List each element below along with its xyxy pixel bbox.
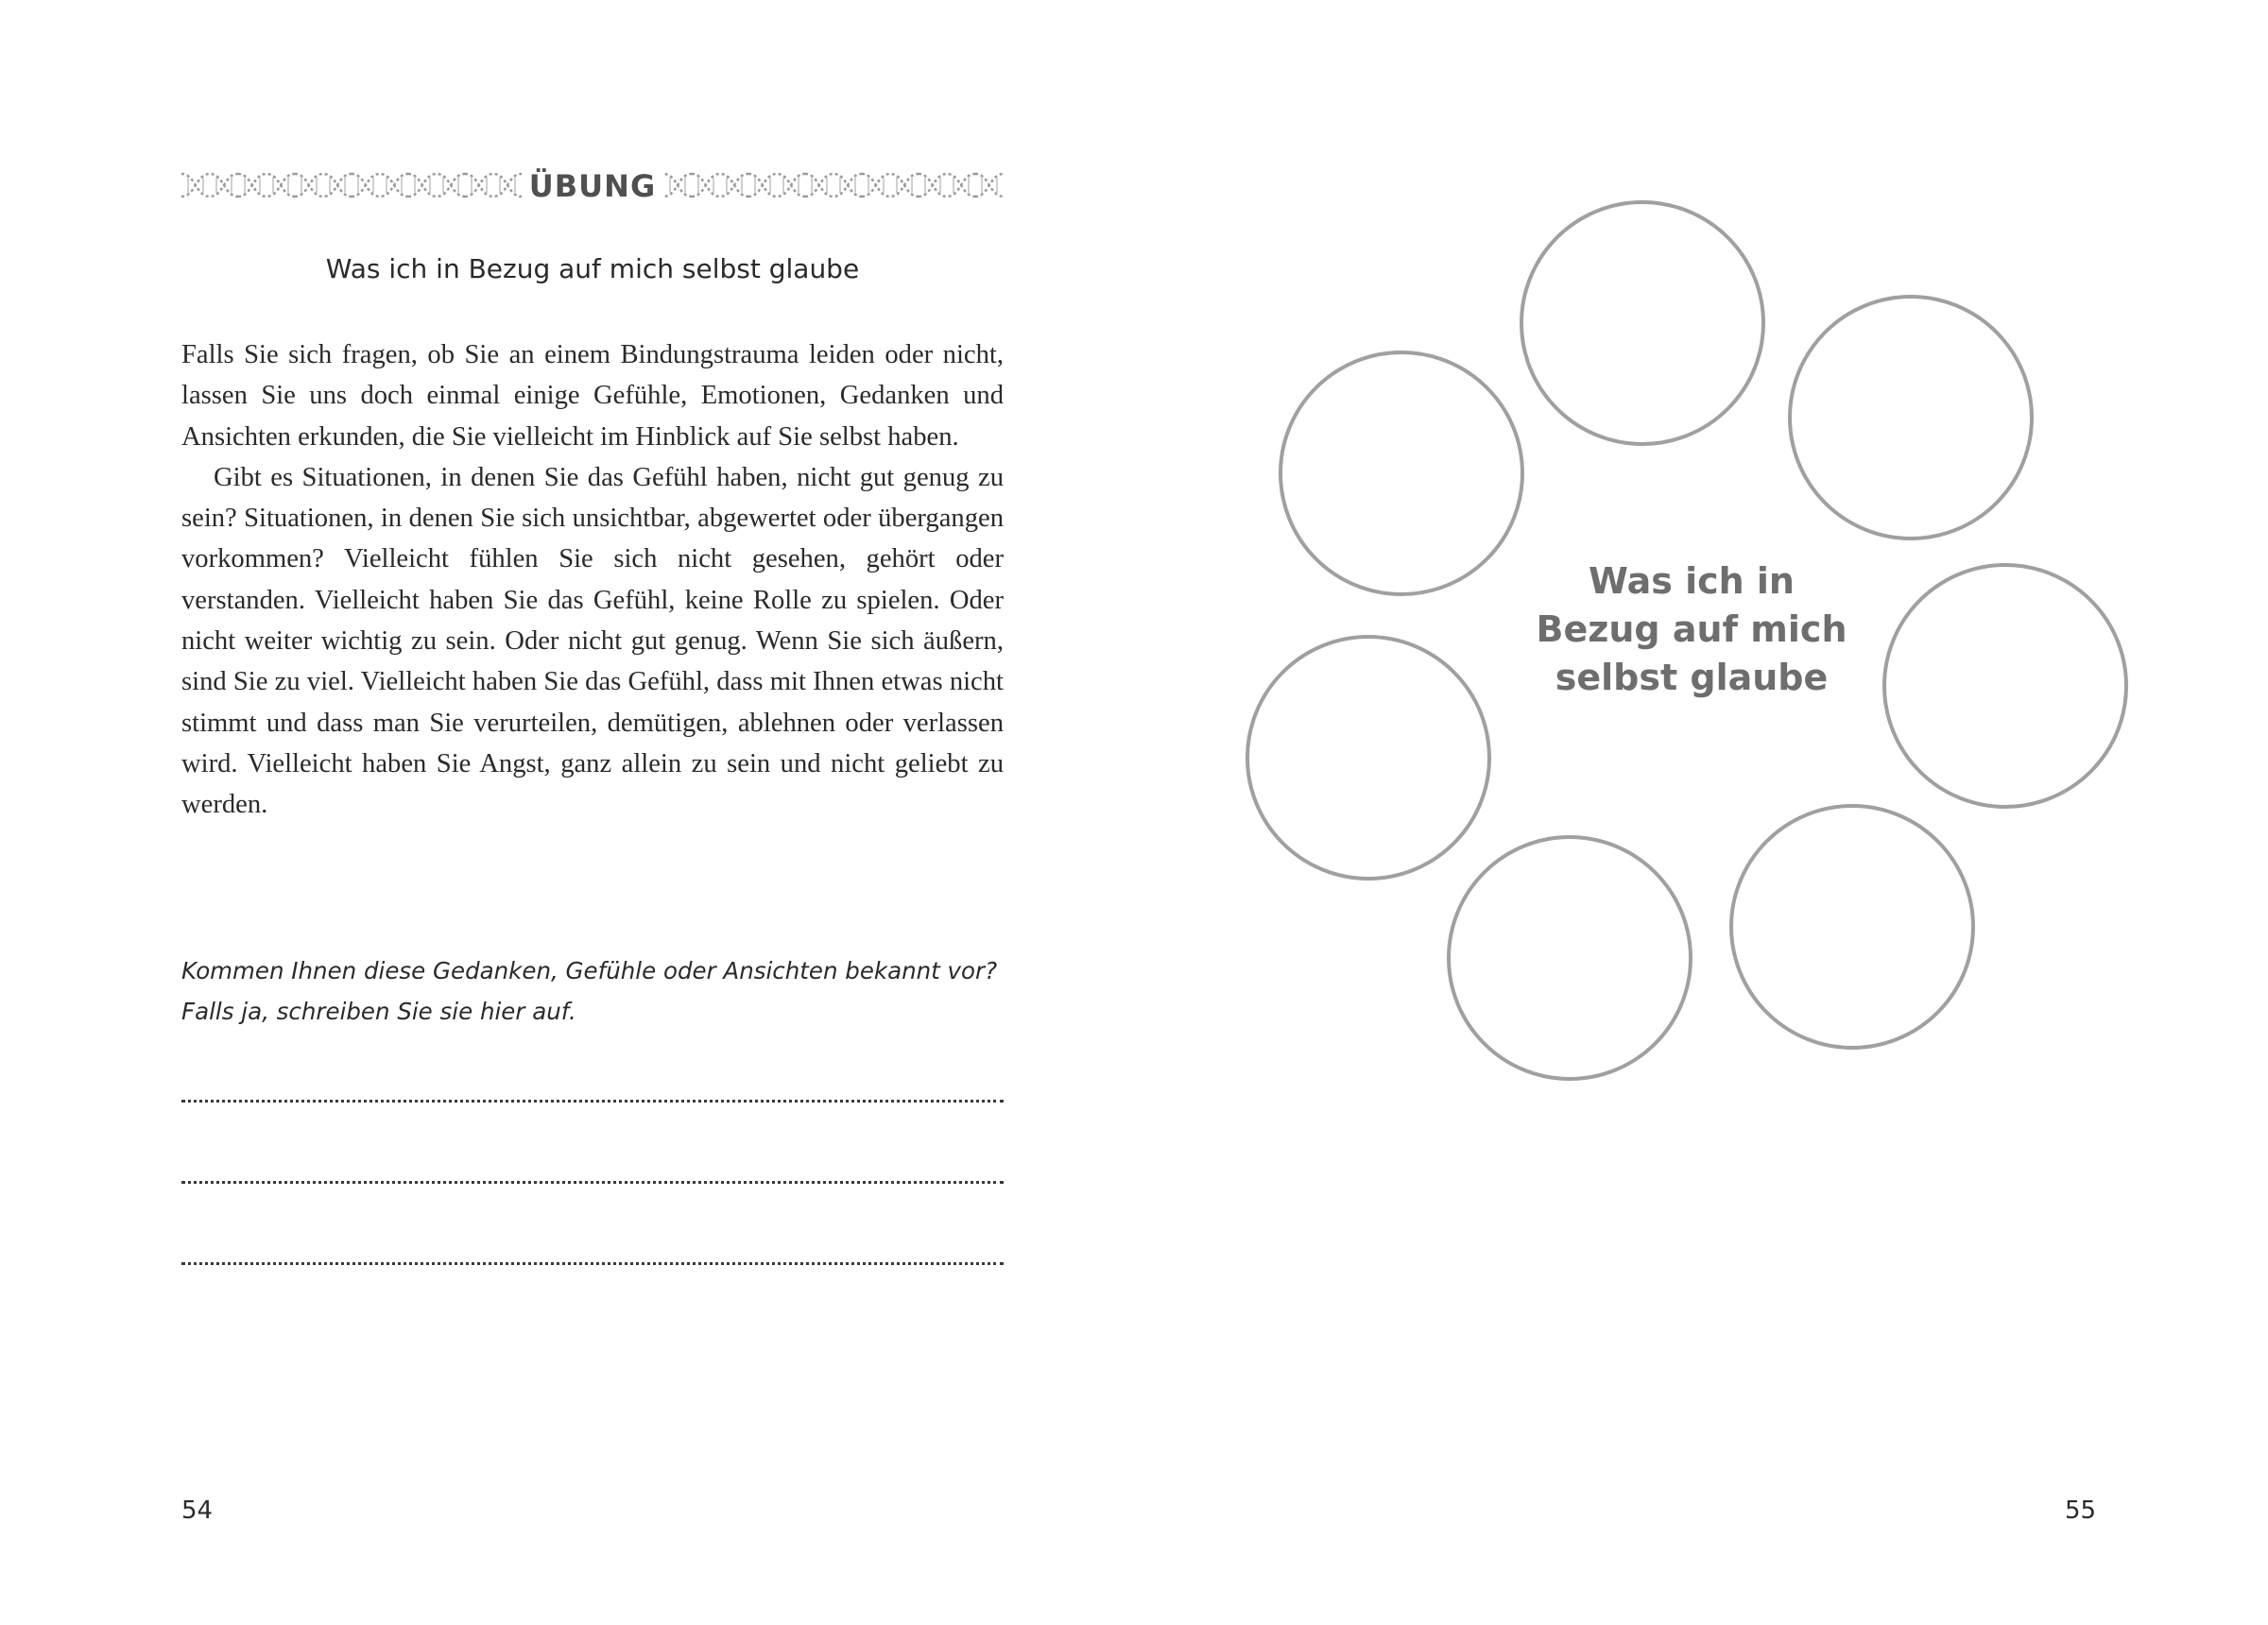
belief-circle-6[interactable] bbox=[1729, 804, 1975, 1050]
center-title-line-3: selbst glaube bbox=[1555, 657, 1829, 698]
exercise-label: ÜBUNG bbox=[528, 168, 657, 204]
body-text bbox=[181, 334, 1004, 826]
right-page bbox=[1134, 0, 2268, 1625]
writing-line-1[interactable] bbox=[181, 1100, 1004, 1103]
prompt-line-2: Falls ja, schreiben Sie sie hier auf. bbox=[181, 998, 576, 1025]
paragraph-2: Gibt es Situationen, in denen Sie das Gefühl haben, nicht gut genug zu sein? Situationen, in denen Sie sich unsichtbar, abgewertet oder übergangen vorkommen? Vielleicht fühlen Sie sich nicht gesehen, gehört oder verstanden. Vielleicht haben Sie das Gefühl, keine Rolle zu spielen. Oder nicht weiter wichtig zu sein. Oder nicht gut genug. Wenn Sie sich äußern, sind Sie zu viel. Vielleicht haben Sie das Gefühl, dass mit Ihnen etwas nicht stimmt und dass man Sie verurteilen, demütigen, ablehnen oder verlassen wird. Vielleicht haben Sie Angst, ganz allein zu sein und nicht geliebt zu werden. bbox=[181, 462, 1004, 820]
prompt-line-1: Kommen Ihnen diese Gedanken, Gefühle oder Ansichten bekannt vor? bbox=[181, 957, 998, 984]
center-title-line-1: Was ich in bbox=[1589, 560, 1795, 602]
center-title bbox=[1517, 557, 1866, 702]
page-number-right: 55 bbox=[2065, 1497, 2097, 1525]
paragraph-1: Falls Sie sich fragen, ob Sie an einem Bindungstrauma leiden oder nicht, lassen Sie uns doch einmal einige Gefühle, Emotionen, Gedanken und Ansichten erkunden, die Sie vielleicht im Hinblick auf Sie selbst haben. bbox=[181, 340, 1004, 452]
belief-circle-3[interactable] bbox=[1279, 351, 1524, 596]
belief-circle-4[interactable] bbox=[1882, 563, 2128, 809]
belief-circle-7[interactable] bbox=[1447, 835, 1692, 1081]
center-title-line-2: Bezug auf mich bbox=[1536, 608, 1847, 650]
belief-circle-1[interactable] bbox=[1520, 200, 1765, 446]
writing-line-2[interactable] bbox=[181, 1181, 1004, 1184]
page-number-left: 54 bbox=[181, 1497, 214, 1525]
writing-line-3[interactable] bbox=[181, 1262, 1004, 1265]
exercise-header bbox=[181, 166, 1004, 214]
belief-circle-2[interactable] bbox=[1788, 295, 2034, 540]
writing-prompt bbox=[181, 950, 1013, 1032]
exercise-title: Was ich in Bezug auf mich selbst glaube bbox=[325, 253, 860, 284]
belief-circle-5[interactable] bbox=[1246, 635, 1491, 881]
